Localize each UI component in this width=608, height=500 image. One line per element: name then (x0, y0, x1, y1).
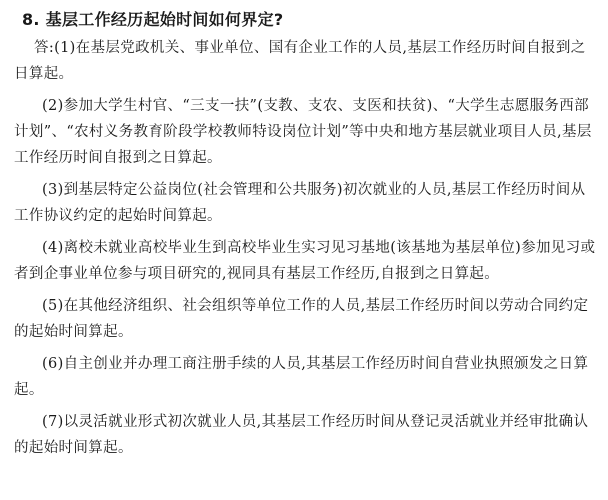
question-heading: 8. 基层工作经历起始时间如何界定? (22, 10, 284, 29)
answer-item-7: (7)以灵活就业形式初次就业人员,其基层工作经历时间从登记灵活就业并经审批确认的起始时间算起。 (14, 414, 589, 456)
answer-item-6: (6)自主创业并办理工商注册手续的人员,其基层工作经历时间自营业执照颁发之日算起。 (14, 356, 589, 398)
answer-item-3: (3)到基层特定公益岗位(社会管理和公共服务)初次就业的人员,基层工作经历时间从工作协议约定的起始时间算起。 (14, 182, 586, 224)
answer-item-5: (5)在其他经济组织、社会组织等单位工作的人员,基层工作经历时间以劳动合同约定的起始时间算起。 (14, 298, 589, 340)
answer-item-1-text: (1)在基层党政机关、事业单位、国有企业工作的人员,基层工作经历时间自报到之日算起。 (14, 40, 586, 82)
answer-item-1 (14, 35, 600, 87)
answer-item-2: (2)参加大学生村官、“三支一扶”(支教、支农、支医和扶贫)、“大学生志愿服务西部计划”、“农村义务教育阶段学校教师特设岗位计划”等中央和地方基层就业项目人员,基层工作经历时间自报到之日算起。 (14, 98, 592, 166)
answer-item-4: (4)离校未就业高校毕业生到高校毕业生实习见习基地(该基地为基层单位)参加见习或者到企事业单位参与项目研究的,视同具有基层工作经历,自报到之日算起。 (14, 240, 596, 282)
answer-intro: 答: (34, 40, 55, 56)
